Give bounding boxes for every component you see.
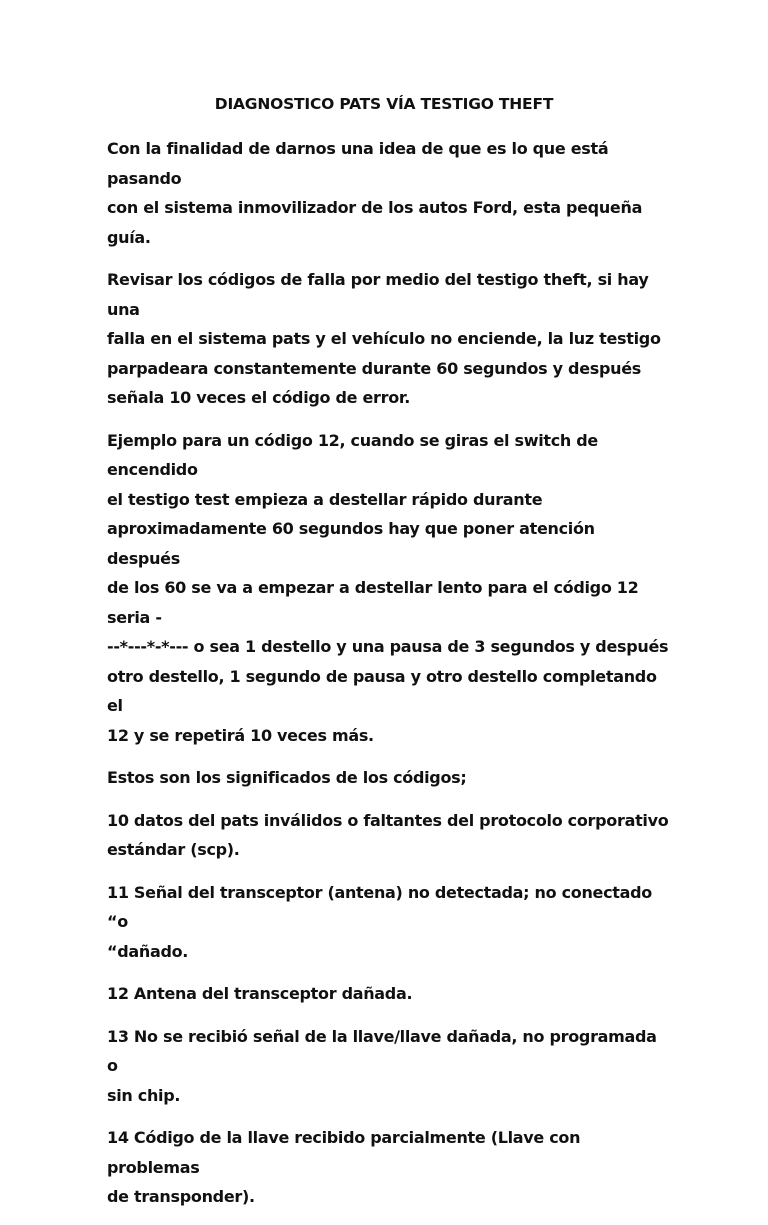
paragraph-intro: Con la finalidad de darnos una idea de que es lo que está pasando con el sistema inmovilizador de los autos Ford, esta pequeña guía. (107, 139, 643, 247)
paragraph-code-13: 13 No se recibió señal de la llave/llave dañada, no programada o sin chip. (107, 1026, 657, 1105)
paragraph-code-14: 14 Código de la llave recibido parcialmente (Llave con problemas de transponder). (107, 1128, 581, 1206)
paragraph-code-12: 12 Antena del transceptor dañada. (107, 984, 413, 1003)
paragraph-code-10: 10 datos del pats inválidos o faltantes del protocolo corporativo estándar (scp). (107, 810, 669, 859)
document-body (107, 134, 672, 1225)
document-title: DIAGNOSTICO PATS VÍA TESTIGO THEFT (214, 95, 554, 113)
paragraph-code-11: 11 Señal del transceptor (antena) no detectada; no conectado “o “dañado. (107, 882, 652, 961)
paragraph-meanings-heading: Estos son los significados de los códigos; (107, 768, 467, 787)
paragraph-review-codes: Revisar los códigos de falla por medio del testigo theft, si hay una falla en el sistema pats y el vehículo no enciende, la luz testigo parpadeara constantemente durante 60 segundos y después señala 10 veces el código de error. (107, 270, 661, 407)
paragraph-example: Ejemplo para un código 12, cuando se giras el switch de encendido el testigo test empieza a destellar rápido durante aproximadamente 60 segundos hay que poner atención después de los 60 se va a empezar a destellar lento para el código 12 seria - --*---*-*--- o sea 1 destello y una pausa de 3 segundos y después otro destello, 1 segundo de pausa y otro destello completando el 12 y se repetirá 10 veces más. (107, 430, 669, 745)
